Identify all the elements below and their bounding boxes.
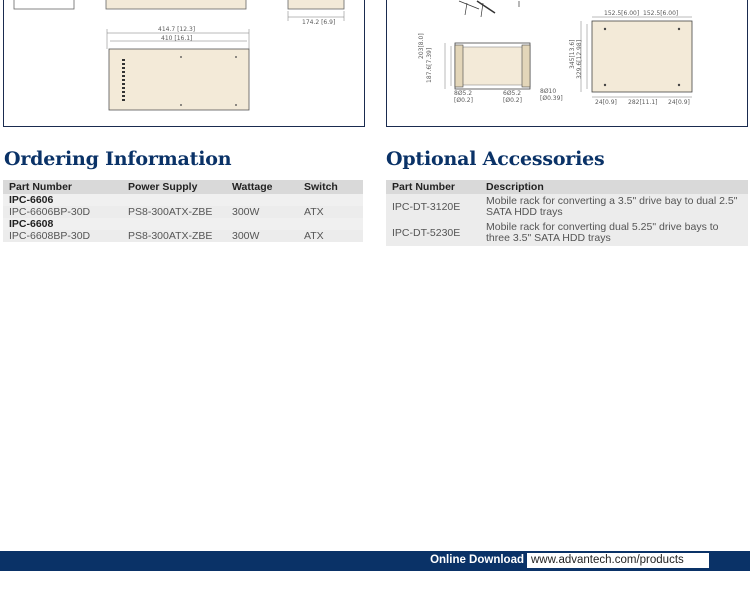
online-download-label: Online Download <box>430 554 524 566</box>
part-number: IPC-DT-5230E <box>386 220 480 246</box>
wattage: 300W <box>226 206 298 218</box>
dim-height-inner: 329.6[12.98] <box>576 39 583 79</box>
table-row <box>3 230 363 242</box>
side-view-box <box>288 0 344 9</box>
dim-height-outer: 345[13.6] <box>569 39 576 69</box>
accessories-table <box>386 180 748 246</box>
col-description: Description <box>480 180 748 194</box>
group-row <box>3 194 363 206</box>
dim-side-depth: 174.2 [6.9] <box>302 19 336 26</box>
table-row <box>3 206 363 218</box>
ordering-table <box>3 180 363 242</box>
ordering-heading: Ordering Information <box>4 148 232 170</box>
col-wattage: Wattage <box>226 180 298 194</box>
group-row <box>3 218 363 230</box>
download-url-link[interactable]: www.advantech.com/products <box>527 553 709 568</box>
chassis-side-view <box>109 49 249 110</box>
col-switch: Switch <box>298 180 363 194</box>
part-number: IPC-DT-3120E <box>386 194 480 220</box>
dim-bottom-mid: 282[11.1] <box>628 99 658 106</box>
hole-1-label: 8Ø5.2 <box>454 90 473 97</box>
col-part-number: Part Number <box>3 180 122 194</box>
description: Mobile rack for converting dual 5.25" drive bays to three 3.5" SATA HDD trays <box>480 220 748 246</box>
hole-3-label: 8Ø10 <box>540 88 557 95</box>
footer-bar <box>0 551 750 571</box>
switch: ATX <box>298 206 363 218</box>
dim-bottom-right: 24[0.9] <box>668 99 690 106</box>
part-number: IPC-6606BP-30D <box>3 206 122 218</box>
accessories-header-row <box>386 180 748 194</box>
group-name: IPC-6606 <box>3 194 363 206</box>
part-number: IPC-6608BP-30D <box>3 230 122 242</box>
dim-top-right: 152.5[6.00] 152.5[6.00] <box>604 10 679 17</box>
front-view-mid-box <box>106 0 246 9</box>
wattage: 300W <box>226 230 298 242</box>
ordering-header-row <box>3 180 363 194</box>
right-drawing-panel <box>386 0 748 127</box>
left-drawing-panel <box>3 0 365 127</box>
hole-3-sub: [Ø0.39] <box>540 95 563 102</box>
dim-left-inner: 187.6[7.39] <box>426 47 433 83</box>
right-drawing-svg <box>387 0 747 126</box>
hole-1-sub: [Ø0.2] <box>454 97 473 104</box>
front-view-left-box <box>14 0 74 9</box>
switch: ATX <box>298 230 363 242</box>
dim-width-inner: 410 [16.1] <box>161 35 193 42</box>
hole-2-label: 6Ø5.2 <box>503 90 522 97</box>
power-supply: PS8-300ATX-ZBE <box>122 206 226 218</box>
description: Mobile rack for converting a 3.5" drive bay to dual 2.5" SATA HDD trays <box>480 194 748 220</box>
dim-bottom-left: 24[0.9] <box>595 99 617 106</box>
table-row <box>386 220 748 246</box>
table-row <box>386 194 748 220</box>
bracket-right-view <box>592 21 692 92</box>
hole-2-sub: [Ø0.2] <box>503 97 522 104</box>
dim-left-outer: 203[8.0] <box>418 33 425 59</box>
col-part-number: Part Number <box>386 180 480 194</box>
dim-width-outer: 414.7 [12.3] <box>158 26 196 33</box>
col-power-supply: Power Supply <box>122 180 226 194</box>
accessories-heading: Optional Accessories <box>386 148 605 170</box>
group-name: IPC-6608 <box>3 218 363 230</box>
power-supply: PS8-300ATX-ZBE <box>122 230 226 242</box>
